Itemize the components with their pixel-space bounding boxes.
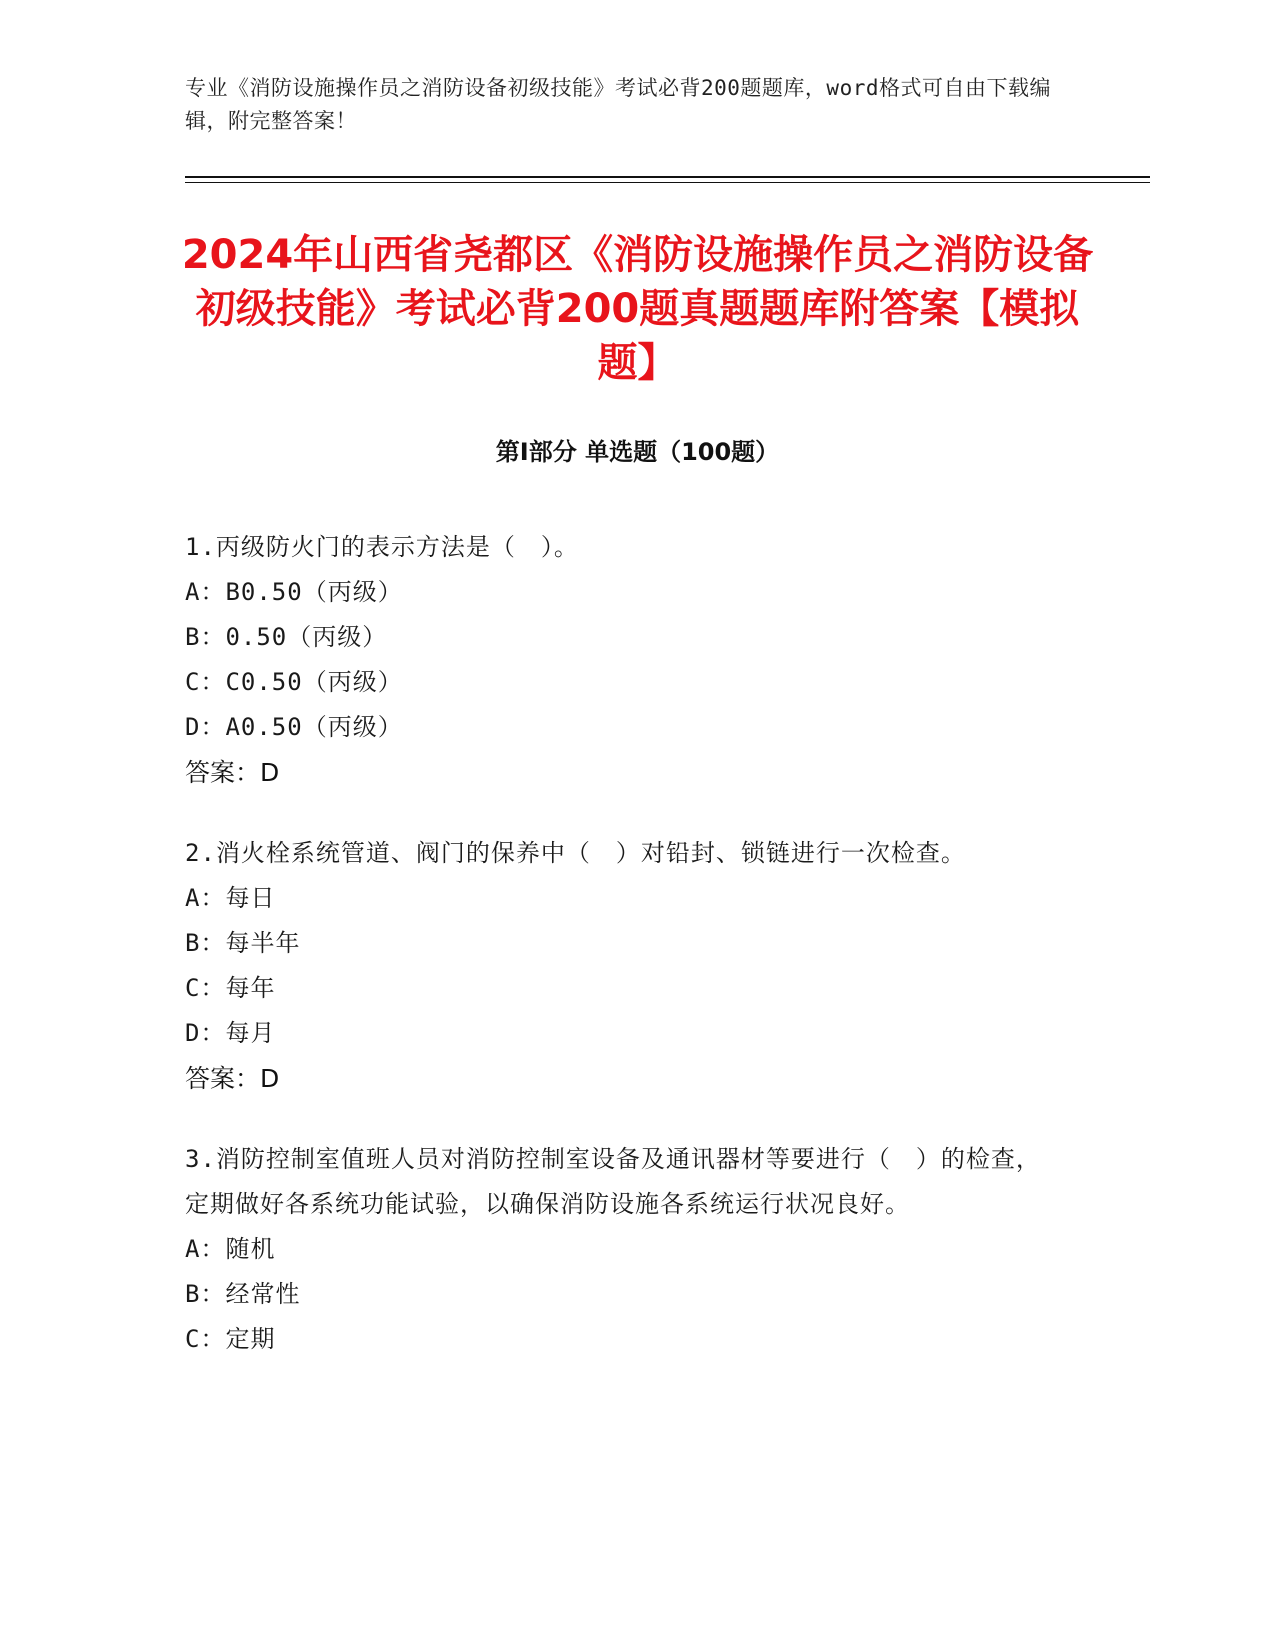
question-stem: 3.消防控制室值班人员对消防控制室设备及通讯器材等要进行（ ）的检查，定期做好各系统功能试验，以确保消防设施各系统运行状况良好。 [185,1145,1041,1218]
option-d: D：A0.50（丙级） [185,713,403,741]
question-stem: 1.丙级防火门的表示方法是（ ）。 [185,533,579,561]
section-heading: 第Ⅰ部分 单选题（100题） [495,438,780,466]
question-list [185,525,1065,1398]
option-c: C：C0.50（丙级） [185,668,403,696]
option-b: B：每半年 [185,929,301,957]
option-d: D：每月 [185,1019,276,1047]
header-rule-thick [185,176,1150,178]
question-1 [185,525,1065,795]
option-b: B：0.50（丙级） [185,623,388,651]
question-stem: 2.消火栓系统管道、阀门的保养中（ ）对铅封、锁链进行一次检查。 [185,839,966,867]
option-b: B：经常性 [185,1280,301,1308]
answer: 答案：D [185,1064,280,1093]
option-a: A：B0.50（丙级） [185,578,403,606]
option-c: C：每年 [185,974,276,1002]
option-c: C：定期 [185,1325,276,1353]
header-rule-thin [185,182,1150,183]
option-a: A：每日 [185,884,276,912]
header-note: 专业《消防设施操作员之消防设备初级技能》考试必背200题题库，word格式可自由下载编辑，附完整答案！ [185,76,1051,133]
question-2 [185,831,1065,1101]
option-a: A：随机 [185,1235,276,1263]
question-3 [185,1137,1065,1362]
answer: 答案：D [185,758,280,787]
document-title: 2024年山西省尧都区《消防设施操作员之消防设备初级技能》考试必背200题真题题库附答案【模拟题】 [181,232,1094,386]
